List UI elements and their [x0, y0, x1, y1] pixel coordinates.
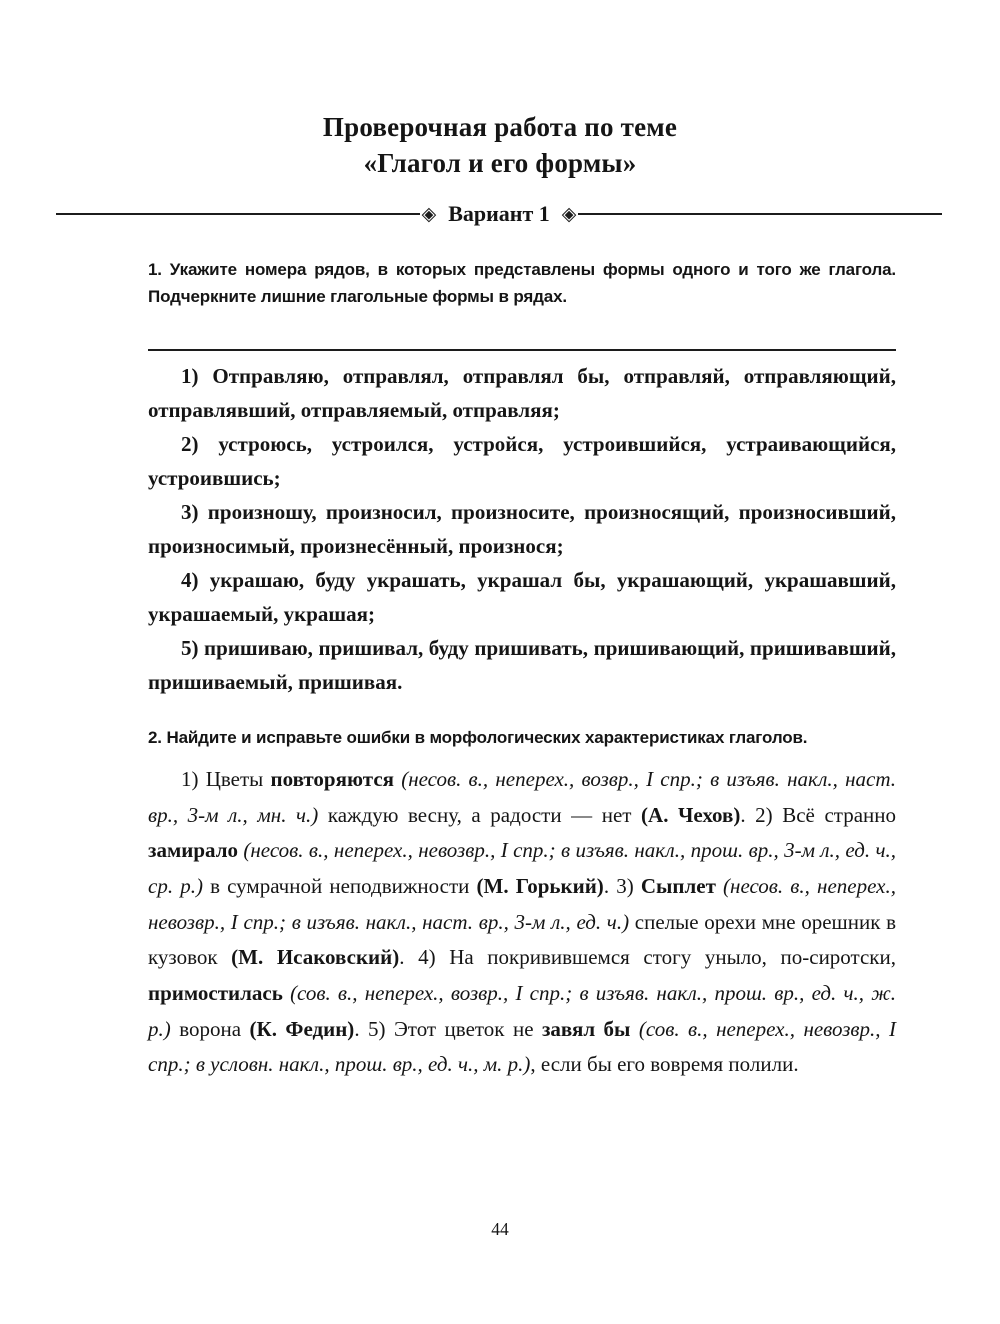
text-segment: спелые орехи мне орешник в кузовок — [148, 909, 896, 970]
diamond-icon: ◈ — [561, 203, 577, 225]
task1-item: 5) пришиваю, пришивал, буду пришивать, пришивающий, пришивавший, пришиваемый, пришивая. — [148, 636, 896, 695]
task1-items — [148, 359, 896, 699]
text-segment: замирало — [148, 838, 244, 863]
text-segment: (несов. в., неперех., невозвр., I спр.; в изъяв. накл., прош. вр., 3-м л., ед. ч., ср. р.) — [148, 838, 896, 899]
task1-heading: 1. Укажите номера рядов, в которых представлены формы одного и того же глагола. Подчеркните лишние глагольные формы в рядах. — [148, 260, 896, 307]
text-segment: в сумрачной неподвижности — [202, 874, 477, 899]
text-segment: (сов. в., неперех., возвр., I спр.; в изъяв. накл., прош. вр., ед. ч., ж. р.) — [148, 981, 896, 1041]
text-segment: (А. Чехов) — [641, 802, 741, 827]
text-segment: , если бы его вовремя полили. — [530, 1052, 799, 1077]
text-segment: ворона — [170, 1016, 250, 1041]
task1-item: 4) украшаю, буду украшать, украшал бы, украшающий, украшавший, украшаемый, украшая; — [148, 568, 896, 627]
variant-divider — [56, 201, 942, 227]
task1-item: 3) произношу, произносил, произносите, произносящий, произносивший, произносимый, произнесённый, произнося; — [148, 500, 896, 559]
text-segment: повторяются — [270, 766, 402, 791]
task2-heading: 2. Найдите и исправьте ошибки в морфологических характеристиках глаголов. — [148, 728, 808, 748]
text-segment: Сыплет — [640, 874, 724, 899]
text-segment: . 5) Этот цветок не — [354, 1016, 542, 1041]
divider-line-left — [56, 213, 420, 215]
task1-answer-line — [148, 349, 896, 351]
text-segment: каждую весну, а радости — нет — [318, 802, 642, 827]
task1-item: 1) Отправляю, отправлял, отправлял бы, отправляй, отправляющий, отправлявший, отправляемый, отправляя; — [148, 363, 896, 422]
text-segment: (несов. в., неперех., невозвр., I спр.; в изъяв. накл., наст. вр., 3-м л., ед. ч.) — [148, 874, 896, 934]
page-number: 44 — [491, 1219, 509, 1239]
text-segment: . 3) — [603, 874, 641, 899]
task1-item: 2) устроюсь, устроился, устройся, устроившийся, устраивающийся, устроившись; — [148, 432, 896, 491]
text-segment: примостилась — [148, 981, 291, 1006]
text-segment: (М. Горький) — [476, 874, 604, 899]
text-segment: (М. Исаковский) — [231, 945, 400, 970]
text-segment: 1) Цветы — [181, 766, 271, 791]
text-segment: (несов. в., неперех., возвр., I спр.; в изъяв. накл., наст. вр., 3-м л., мн. ч.) — [148, 766, 897, 827]
diamond-icon: ◈ — [421, 203, 437, 225]
page-title — [0, 0, 1000, 181]
page-title-line2: «Глагол и его формы» — [363, 147, 637, 178]
page-content — [148, 257, 896, 1083]
task2-paragraph — [148, 762, 896, 1083]
page-title-line1: Проверочная работа по теме — [322, 112, 678, 142]
text-segment: (сов. в., неперех., невозвр., I спр.; в условн. накл., прош. вр., ед. ч., м. р.) — [148, 1016, 896, 1077]
text-segment: . 2) Всё странно — [740, 802, 896, 827]
text-segment: завял бы — [541, 1016, 639, 1041]
text-segment: (К. Федин) — [249, 1016, 355, 1041]
divider-line-right — [578, 213, 942, 215]
text-segment: . 4) На покривившемся стогу уныло, по-сиротски, — [399, 945, 896, 970]
variant-label: Вариант 1 — [448, 201, 550, 227]
